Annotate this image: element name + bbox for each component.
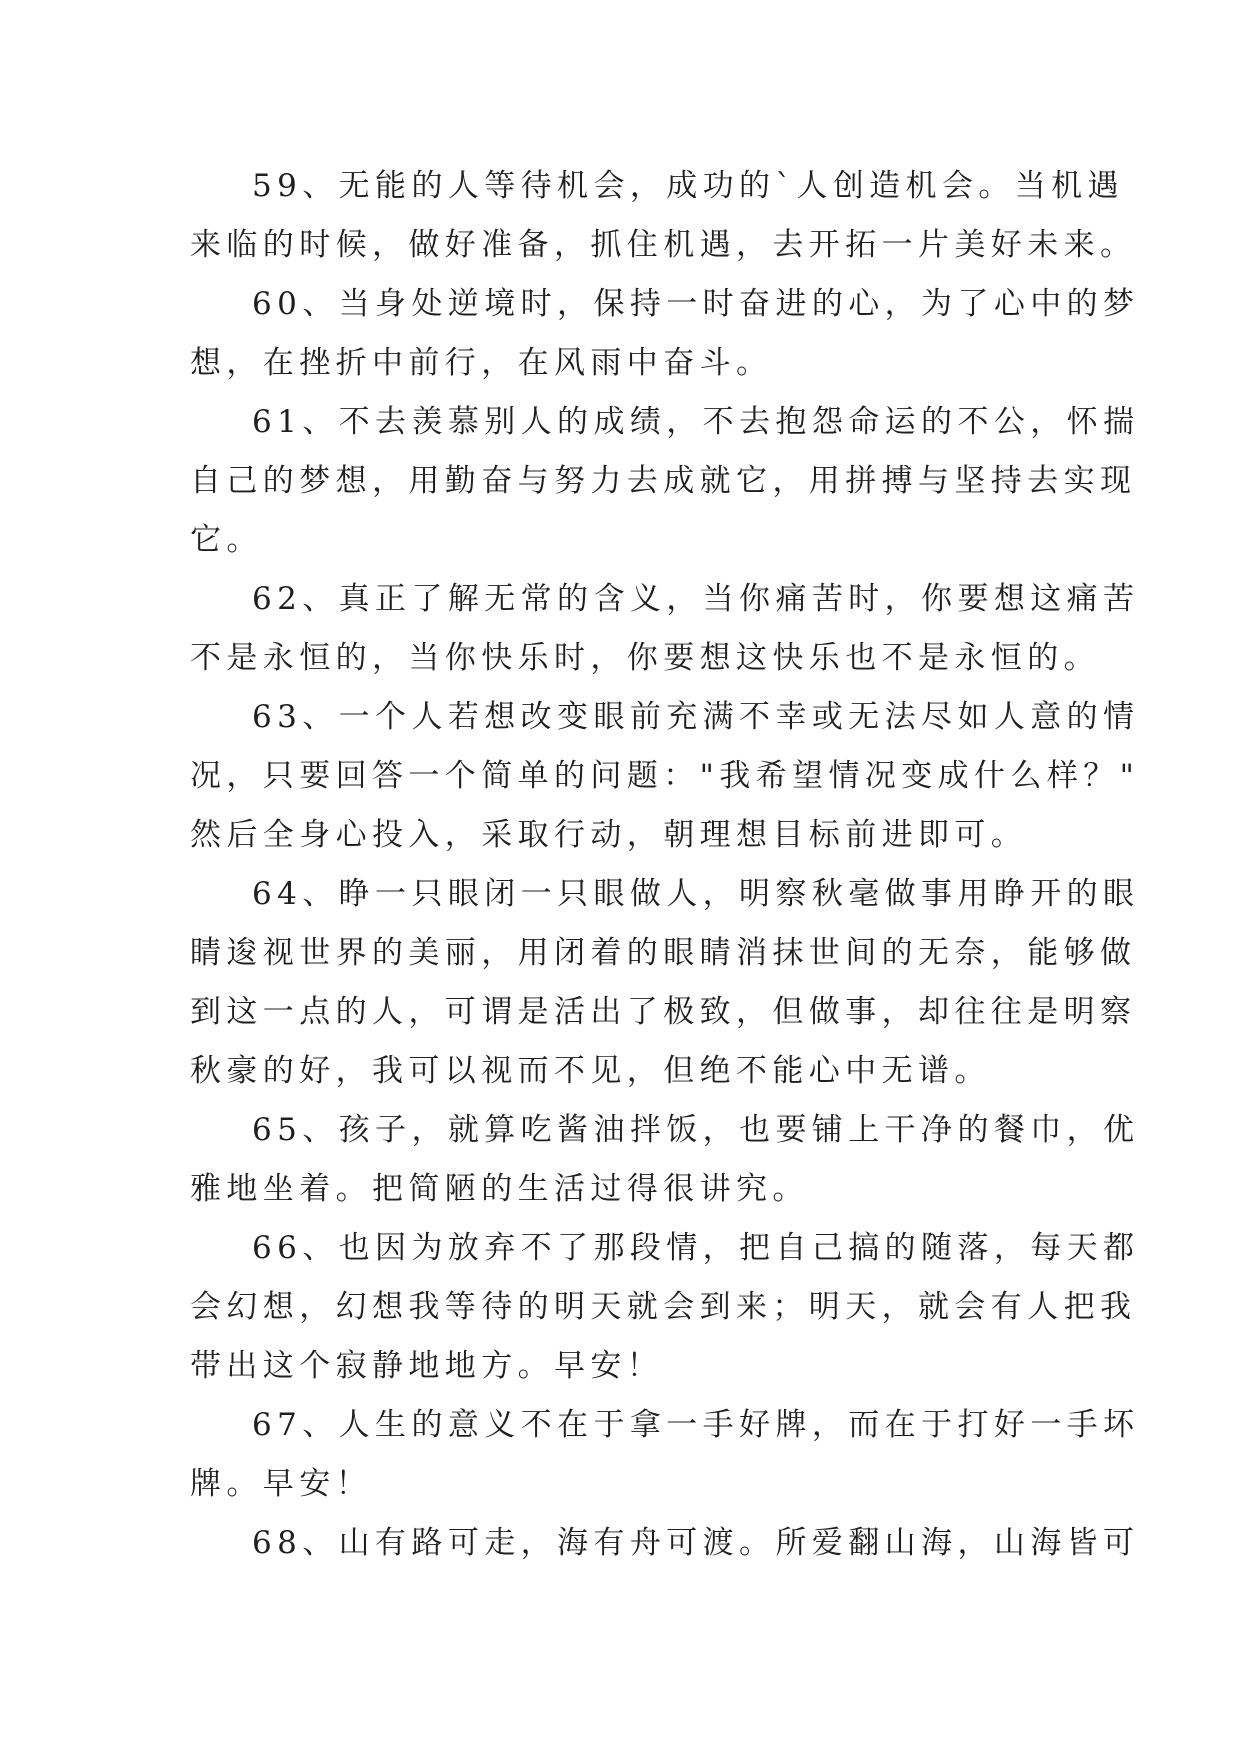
- paragraph-68: [190, 1514, 1140, 1573]
- text-line: 68、山有路可走，海有舟可渡。所爱翻山海，山海皆可: [252, 1525, 1140, 1561]
- text-line: 秋豪的好，我可以视而不见，但绝不能心中无谱。: [190, 1053, 991, 1089]
- text-line: 带出这个寂静地地方。早安！: [190, 1348, 664, 1384]
- text-line: 会幻想，幻想我等待的明天就会到来；明天，就会有人把我: [190, 1289, 1137, 1325]
- text-line: 65、孩子，就算吃酱油拌饭，也要铺上干净的餐巾，优: [252, 1112, 1140, 1148]
- text-line: 自己的梦想，用勤奋与努力去成就它，用拼搏与坚持去实现: [190, 463, 1137, 499]
- text-line: 59、无能的人等待机会，成功的`人创造机会。当机遇: [252, 168, 1124, 204]
- paragraph-59: [190, 157, 1137, 275]
- paragraph-65: [190, 1101, 1140, 1219]
- paragraph-62: [190, 570, 1140, 688]
- text-line: 牌。早安！: [190, 1466, 372, 1502]
- text-line: 到这一点的人，可谓是活出了极致，但做事，却往往是明察: [190, 994, 1137, 1030]
- text-line: 睛逡视世界的美丽，用闭着的眼睛消抹世间的无奈，能够做: [190, 935, 1137, 971]
- paragraph-66: [190, 1219, 1140, 1396]
- text-line: 67、人生的意义不在于拿一手好牌，而在于打好一手坏: [252, 1407, 1140, 1443]
- document-body: [190, 157, 1140, 1573]
- text-line: 况，只要回答一个简单的问题："我希望情况变成什么样？": [190, 758, 1140, 794]
- paragraph-61: [190, 393, 1140, 570]
- text-line: 66、也因为放弃不了那段情，把自己搞的随落，每天都: [252, 1230, 1140, 1266]
- text-line: 60、当身处逆境时，保持一时奋进的心，为了心中的梦: [252, 286, 1140, 322]
- paragraph-60: [190, 275, 1140, 393]
- text-line: 来临的时候，做好准备，抓住机遇，去开拓一片美好未来。: [190, 227, 1137, 263]
- text-line: 它。: [190, 522, 263, 558]
- text-line: 雅地坐着。把简陋的生活过得很讲究。: [190, 1171, 809, 1207]
- text-line: 想，在挫折中前行，在风雨中奋斗。: [190, 345, 773, 381]
- text-line: 61、不去羡慕别人的成绩，不去抱怨命运的不公，怀揣: [252, 404, 1140, 440]
- paragraph-63: [190, 688, 1140, 865]
- text-line: 64、睁一只眼闭一只眼做人，明察秋毫做事用睁开的眼: [252, 876, 1140, 912]
- text-line: 63、一个人若想改变眼前充满不幸或无法尽如人意的情: [252, 699, 1140, 735]
- paragraph-64: [190, 865, 1140, 1101]
- text-line: 62、真正了解无常的含义，当你痛苦时，你要想这痛苦: [252, 581, 1140, 617]
- text-line: 不是永恒的，当你快乐时，你要想这快乐也不是永恒的。: [190, 640, 1100, 676]
- paragraph-67: [190, 1396, 1140, 1514]
- text-line: 然后全身心投入，采取行动，朝理想目标前进即可。: [190, 817, 1028, 853]
